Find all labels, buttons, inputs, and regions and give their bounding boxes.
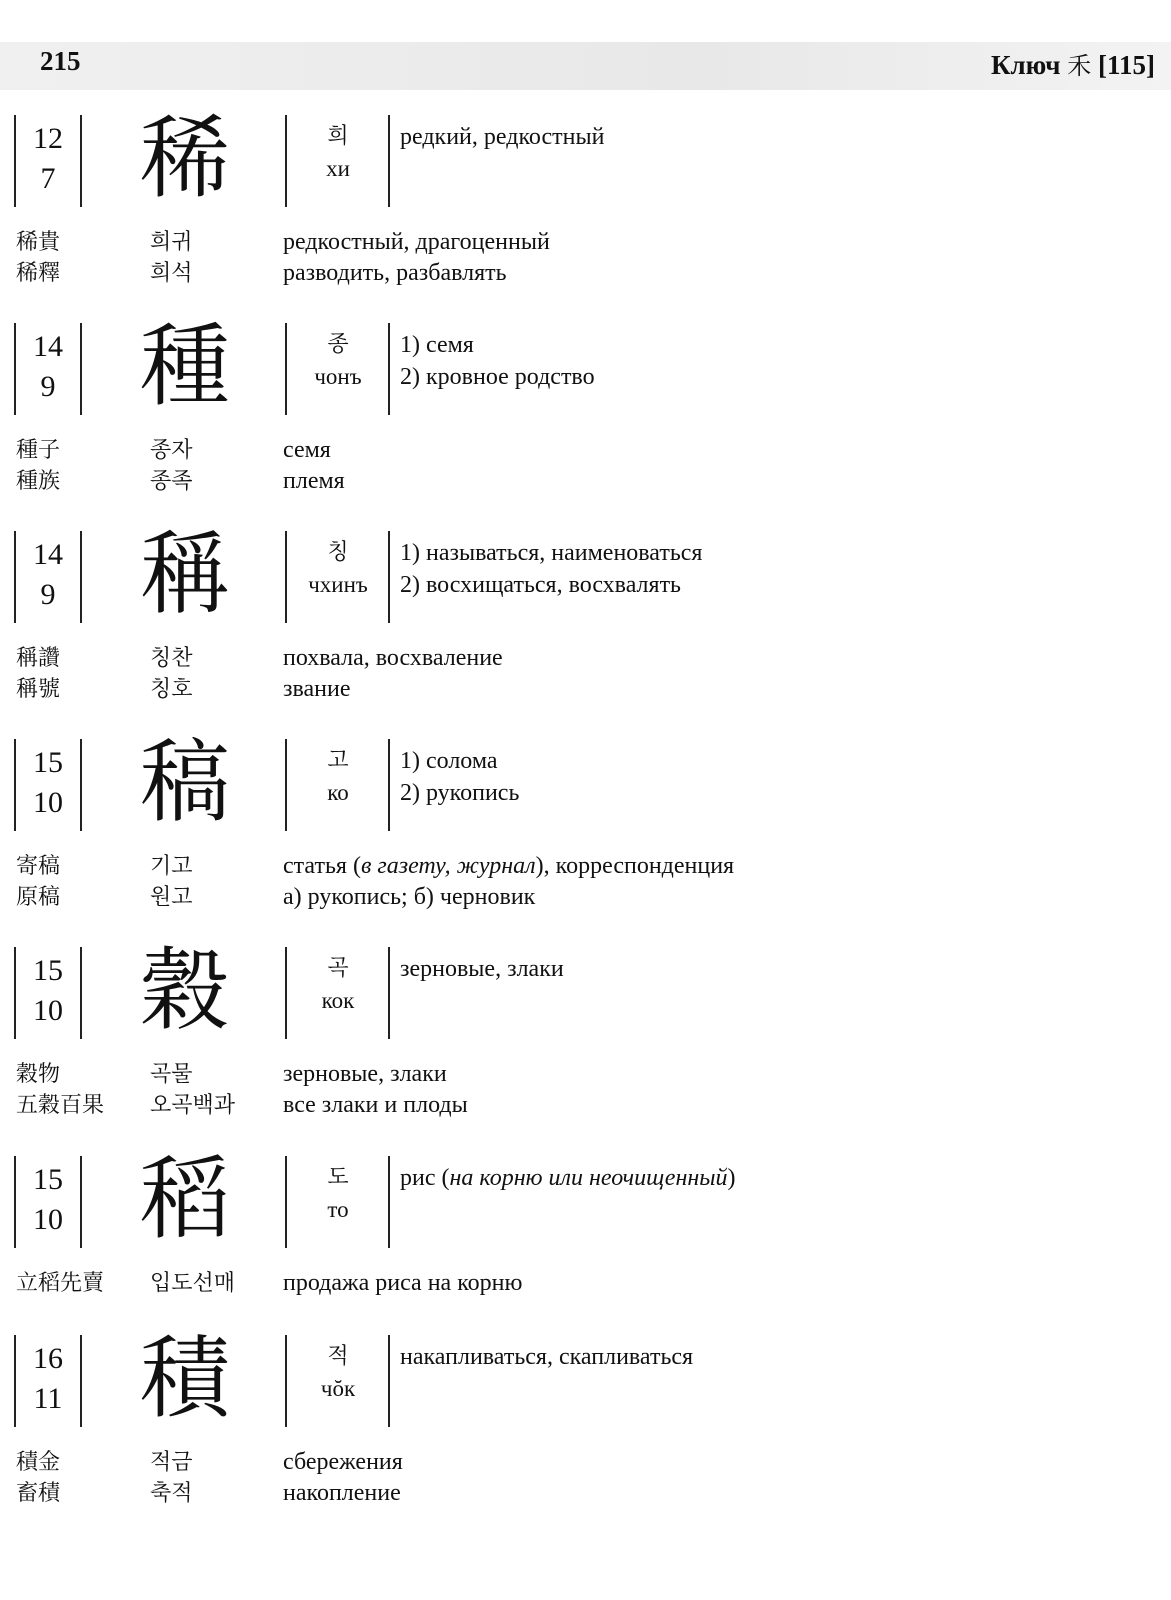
divider (285, 115, 287, 207)
headword-character: 稻 (140, 1147, 230, 1252)
divider (80, 323, 82, 415)
reading-block (288, 537, 388, 601)
reading-block (288, 953, 388, 1017)
compound-translation: а) рукопись; б) черновик (283, 884, 536, 910)
hangul-reading: 도 (327, 1165, 349, 1190)
compound-row (0, 674, 1171, 705)
compound-hangul: 희석 (150, 261, 193, 286)
compound-row (0, 851, 1171, 882)
compound-list (0, 1447, 1171, 1509)
divider (388, 739, 390, 831)
hangul-reading: 고 (327, 748, 349, 773)
headword-character: 種 (140, 314, 230, 419)
stroke-counts (18, 119, 78, 199)
entry-header (0, 314, 1171, 419)
stroke-total: 15 (33, 954, 63, 987)
meaning-block (400, 537, 702, 601)
compound-translation: похвала, восхваление (283, 645, 503, 671)
divider (14, 1156, 16, 1248)
compound-hangul: 입도선매 (150, 1271, 236, 1296)
divider (388, 531, 390, 623)
meaning-line (400, 1162, 736, 1194)
page-number: 215 (40, 46, 81, 76)
divider (388, 1156, 390, 1248)
meaning-block (400, 1162, 736, 1194)
compound-hangul: 희귀 (150, 230, 193, 255)
compound-list (0, 435, 1171, 497)
compound-hanja: 種子 (16, 438, 61, 463)
meaning-line: накапливаться, скапливаться (400, 1344, 694, 1370)
compound-translation: звание (283, 676, 351, 702)
stroke-total: 12 (33, 122, 63, 155)
divider (14, 1335, 16, 1427)
compound-hanja: 稱讚 (16, 646, 61, 671)
compound-translation: разводить, разбавлять (283, 260, 507, 286)
stroke-counts (18, 327, 78, 407)
divider (80, 1156, 82, 1248)
stroke-extra: 10 (33, 786, 63, 819)
divider (285, 1335, 287, 1427)
meaning-block (400, 953, 564, 985)
compound-hangul: 원고 (150, 885, 193, 910)
reading-block (288, 329, 388, 393)
meaning-text: ) (727, 1165, 736, 1191)
stroke-total: 14 (33, 538, 63, 571)
meaning-line: 2) рукопись (400, 780, 520, 806)
meaning-line: 2) кровное родство (400, 364, 595, 390)
compound-hangul: 곡물 (150, 1062, 193, 1087)
compound-hanja: 稀貴 (16, 230, 61, 255)
russian-transcription: ко (327, 780, 349, 805)
compound-translation (283, 851, 734, 882)
divider (80, 1335, 82, 1427)
compound-row (0, 1447, 1171, 1478)
meaning-line: 1) солома (400, 748, 498, 774)
divider (285, 739, 287, 831)
compound-row (0, 882, 1171, 913)
meaning-block (400, 329, 595, 393)
compound-hangul: 오곡백과 (150, 1093, 236, 1118)
divider (14, 947, 16, 1039)
meaning-italic-note: на корню или неочищенный (449, 1165, 728, 1191)
radical-key-title (991, 46, 1155, 81)
key-number: [115] (1098, 50, 1155, 80)
stroke-counts (18, 951, 78, 1031)
compound-translation: сбережения (283, 1449, 403, 1475)
reading-block (288, 1162, 388, 1226)
compound-row (0, 643, 1171, 674)
compound-row (0, 1478, 1171, 1509)
compound-translation: редкостный, драгоценный (283, 229, 550, 255)
stroke-total: 15 (33, 1163, 63, 1196)
translation-text: ), корреспонденция (535, 853, 735, 879)
compound-hangul: 칭호 (150, 677, 193, 702)
divider (80, 115, 82, 207)
headword-character: 稀 (140, 106, 230, 211)
headword-character: 稿 (140, 730, 230, 835)
divider (388, 1335, 390, 1427)
stroke-counts (18, 535, 78, 615)
meaning-text: рис ( (400, 1165, 450, 1191)
divider (388, 115, 390, 207)
divider (388, 947, 390, 1039)
compound-row (0, 1090, 1171, 1121)
reading-block (288, 745, 388, 809)
meaning-block (400, 1341, 693, 1373)
compound-row (0, 1059, 1171, 1090)
divider (80, 947, 82, 1039)
stroke-total: 14 (33, 330, 63, 363)
compound-hangul: 종족 (150, 469, 193, 494)
hangul-reading: 적 (327, 1344, 349, 1369)
divider (14, 115, 16, 207)
compound-hanja: 畜積 (16, 1481, 61, 1506)
entry-header (0, 938, 1171, 1043)
divider (80, 739, 82, 831)
compound-hangul: 칭찬 (150, 646, 193, 671)
compound-row (0, 1268, 1171, 1299)
stroke-total: 15 (33, 746, 63, 779)
stroke-extra: 9 (40, 370, 56, 403)
divider (14, 531, 16, 623)
compound-hanja: 寄稿 (16, 854, 61, 879)
stroke-extra: 11 (33, 1382, 63, 1415)
meaning-line: 1) называться, наименоваться (400, 540, 703, 566)
compound-hangul: 축적 (150, 1481, 193, 1506)
stroke-total: 16 (33, 1342, 63, 1375)
compound-translation: зерновые, злаки (283, 1061, 447, 1087)
entry-header (0, 730, 1171, 835)
compound-list (0, 643, 1171, 705)
compound-translation: все злаки и плоды (283, 1092, 468, 1118)
compound-hanja: 稀釋 (16, 261, 61, 286)
hangul-reading: 곡 (327, 956, 349, 981)
translation-text: статья ( (283, 853, 361, 879)
compound-list (0, 1059, 1171, 1121)
stroke-extra: 10 (33, 1203, 63, 1236)
meaning-line: зерновые, злаки (400, 956, 564, 982)
compound-hanja: 立稻先賣 (16, 1271, 105, 1296)
compound-hangul: 종자 (150, 438, 193, 463)
compound-list (0, 851, 1171, 913)
divider (14, 739, 16, 831)
stroke-counts (18, 743, 78, 823)
hangul-reading: 칭 (327, 540, 349, 565)
russian-transcription: чхинъ (308, 572, 368, 597)
compound-row (0, 435, 1171, 466)
key-glyph: 禾 (1067, 52, 1092, 80)
stroke-extra: 9 (40, 578, 56, 611)
divider (80, 531, 82, 623)
reading-block (288, 121, 388, 185)
divider (14, 323, 16, 415)
entry-header (0, 106, 1171, 211)
compound-list (0, 227, 1171, 289)
meaning-line: 2) восхищаться, восхвалять (400, 572, 682, 598)
divider (285, 531, 287, 623)
stroke-extra: 10 (33, 994, 63, 1027)
compound-hanja: 穀物 (16, 1062, 61, 1087)
stroke-extra: 7 (40, 162, 56, 195)
stroke-counts (18, 1339, 78, 1419)
russian-transcription: чонъ (314, 364, 362, 389)
compound-row (0, 466, 1171, 497)
key-label: Ключ (990, 50, 1061, 80)
compound-hanja: 稱號 (16, 677, 61, 702)
compound-hanja: 種族 (16, 469, 61, 494)
headword-character: 穀 (140, 938, 230, 1043)
entry-header (0, 1147, 1171, 1252)
compound-row (0, 258, 1171, 289)
headword-character: 稱 (140, 522, 230, 627)
compound-hanja: 積金 (16, 1450, 61, 1475)
russian-transcription: то (327, 1197, 349, 1222)
compound-translation: накопление (283, 1480, 401, 1506)
compound-row (0, 227, 1171, 258)
compound-list (0, 1268, 1171, 1299)
compound-hangul: 기고 (150, 854, 193, 879)
compound-hanja: 五穀百果 (16, 1093, 105, 1118)
hangul-reading: 종 (327, 332, 349, 357)
compound-hangul: 적금 (150, 1450, 193, 1475)
compound-translation: племя (283, 468, 345, 494)
divider (285, 323, 287, 415)
divider (388, 323, 390, 415)
translation-italic-note: в газету, журнал (360, 853, 536, 879)
meaning-block (400, 121, 604, 153)
hangul-reading: 희 (327, 124, 349, 149)
divider (285, 1156, 287, 1248)
russian-transcription: хи (326, 156, 350, 181)
compound-translation: семя (283, 437, 331, 463)
divider (285, 947, 287, 1039)
compound-hanja: 原稿 (16, 885, 61, 910)
entry-header (0, 1326, 1171, 1431)
headword-character: 積 (140, 1326, 230, 1431)
russian-transcription: чŏк (320, 1376, 356, 1401)
meaning-block (400, 745, 519, 809)
reading-block (288, 1341, 388, 1405)
russian-transcription: кок (321, 988, 355, 1013)
meaning-line: редкий, редкостный (400, 124, 605, 150)
stroke-counts (18, 1160, 78, 1240)
entry-header (0, 522, 1171, 627)
meaning-line: 1) семя (400, 332, 474, 358)
compound-translation: продажа риса на корню (283, 1270, 523, 1296)
